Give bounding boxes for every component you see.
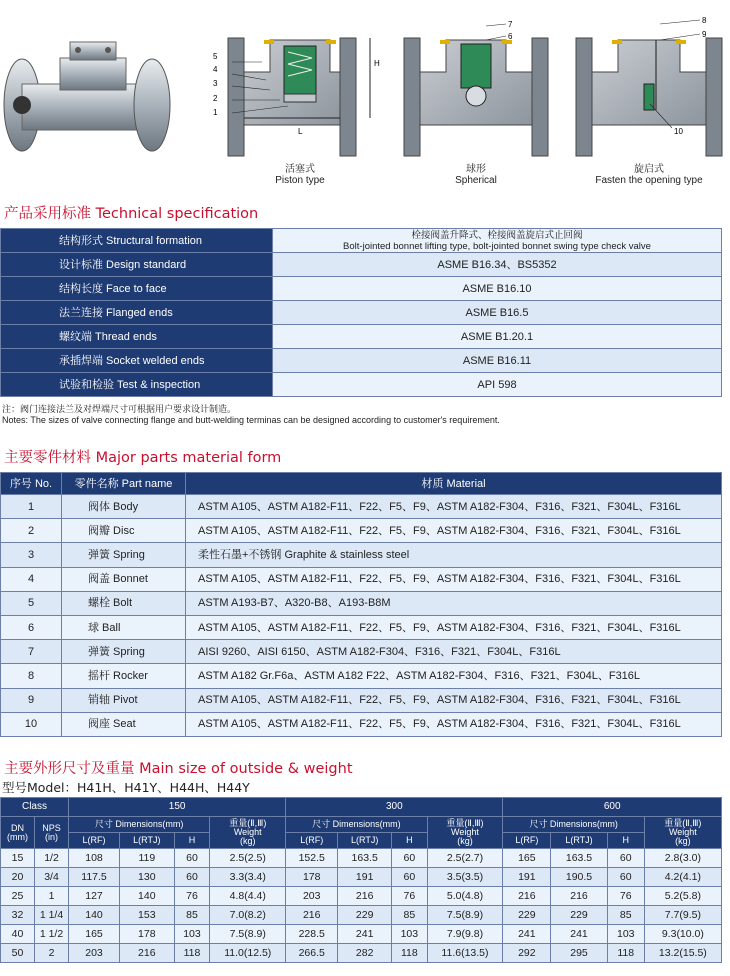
- piston-caption: [258, 164, 342, 186]
- part-no: 5: [1, 591, 62, 615]
- table-row: [1, 868, 722, 887]
- cell-c600: 191: [503, 868, 551, 887]
- dimensions-title: 主要外形尺寸及重量 Main size of outside & weight: [4, 761, 353, 777]
- cell-c600: 229: [503, 906, 551, 925]
- part-name: 阀体 Body: [62, 495, 186, 519]
- table-row: [1, 229, 722, 253]
- part-name: 阀瓣 Disc: [62, 519, 186, 543]
- part-no: 1: [1, 495, 62, 519]
- table-row: [1, 849, 722, 868]
- table-row: [1, 301, 722, 325]
- part-material: 柔性石墨+不锈钢 Graphite & stainless steel: [186, 543, 722, 567]
- sub-header-h: H: [607, 833, 644, 849]
- weight-header-150: 重量(Ⅱ,Ⅲ) Weight (kg): [210, 817, 286, 849]
- part-no: 8: [1, 664, 62, 688]
- piston-caption-en: Piston type: [275, 175, 325, 186]
- part-material: ASTM A105、ASTM A182-F11、F22、F5、F9、ASTM A182-F304、F316、F321、F304L、F316L: [186, 495, 722, 519]
- spec-value: ASME B1.20.1: [273, 325, 722, 349]
- cell-c600: 2.8(3.0): [644, 849, 721, 868]
- sub-header-h: H: [174, 833, 210, 849]
- cell-nps: 2: [35, 944, 69, 963]
- cell-dn: 40: [1, 925, 35, 944]
- table-row: [1, 567, 722, 591]
- spec-value-cn: 栓接阀盖升降式、栓接阀盖旋启式止回阀: [411, 229, 583, 241]
- materials-title: 主要零件材料 Major parts material form: [4, 450, 282, 466]
- table-row: [1, 887, 722, 906]
- cell-c300: 7.9(9.8): [427, 925, 503, 944]
- cell-c300: 163.5: [338, 849, 392, 868]
- cell-c300: 203: [286, 887, 338, 906]
- cell-c600: 60: [607, 849, 644, 868]
- piston-cutaway: [213, 38, 380, 156]
- dimensions-table: [0, 797, 722, 963]
- callout-3: 3: [213, 79, 218, 88]
- table-row: [1, 944, 722, 963]
- swing-caption: [586, 164, 712, 186]
- part-material: ASTM A105、ASTM A182-F11、F22、F5、F9、ASTM A182-F304、F316、F321、F304L、F316L: [186, 567, 722, 591]
- cell-c600: 241: [551, 925, 608, 944]
- table-row: [1, 688, 722, 712]
- part-name: 销轴 Pivot: [62, 688, 186, 712]
- part-no: 10: [1, 712, 62, 736]
- cell-c150: 4.8(4.4): [210, 887, 286, 906]
- spherical-caption-en: Spherical: [455, 175, 497, 186]
- cell-c300: 216: [338, 887, 392, 906]
- model-line: 型号Model：H41H、H41Y、H44H、H44Y: [2, 780, 250, 795]
- cell-c300: 228.5: [286, 925, 338, 944]
- cell-c300: 216: [286, 906, 338, 925]
- spec-note-en: Notes: The sizes of valve connecting flange and butt-welding terminas can be designed according to customer's requirement.: [2, 415, 500, 425]
- spec-label: 法兰连接 Flanged ends: [1, 301, 273, 325]
- cell-c300: 60: [392, 868, 427, 887]
- spec-value: ASME B16.10: [273, 277, 722, 301]
- cell-c150: 119: [120, 849, 175, 868]
- cell-c150: 153: [120, 906, 175, 925]
- spec-label: 承插焊端 Socket welded ends: [1, 349, 273, 373]
- valve-figures: [0, 0, 730, 195]
- swing-caption-en: Fasten the opening type: [595, 175, 703, 186]
- spec-value: API 598: [273, 373, 722, 397]
- cell-c150: 130: [120, 868, 175, 887]
- cell-c300: 11.6(13.5): [427, 944, 503, 963]
- cell-c300: 5.0(4.8): [427, 887, 503, 906]
- part-name: 阀座 Seat: [62, 712, 186, 736]
- cell-dn: 50: [1, 944, 35, 963]
- cell-nps: 1: [35, 887, 69, 906]
- callout-6: 6: [508, 32, 513, 41]
- cell-c600: 241: [503, 925, 551, 944]
- spec-value: [273, 229, 722, 253]
- table-row: [1, 906, 722, 925]
- spherical-caption-cn: 球形: [466, 164, 486, 175]
- cell-c600: 7.7(9.5): [644, 906, 721, 925]
- part-material: ASTM A105、ASTM A182-F11、F22、F5、F9、ASTM A182-F304、F316、F321、F304L、F316L: [186, 712, 722, 736]
- class-150: 150: [69, 798, 286, 817]
- table-header-row: [1, 817, 722, 833]
- table-row: [1, 373, 722, 397]
- table-row: [1, 349, 722, 373]
- part-material: ASTM A105、ASTM A182-F11、F22、F5、F9、ASTM A182-F304、F316、F321、F304L、F316L: [186, 688, 722, 712]
- cell-c600: 76: [607, 887, 644, 906]
- class-label: Class: [1, 798, 69, 817]
- col-header-material: 材质 Material: [186, 473, 722, 495]
- spec-label: 螺纹端 Thread ends: [1, 325, 273, 349]
- dims-header-300: 尺寸 Dimensions(mm): [286, 817, 427, 833]
- cell-c150: 3.3(3.4): [210, 868, 286, 887]
- cell-c300: 282: [338, 944, 392, 963]
- cell-c600: 5.2(5.8): [644, 887, 721, 906]
- cell-dn: 32: [1, 906, 35, 925]
- cell-c300: 2.5(2.7): [427, 849, 503, 868]
- spec-value: ASME B16.11: [273, 349, 722, 373]
- callout-4: 4: [213, 65, 218, 74]
- col-header-part: 零件名称 Part name: [62, 473, 186, 495]
- cell-c300: 85: [392, 906, 427, 925]
- callout-5: 5: [213, 52, 218, 61]
- cell-c300: 229: [338, 906, 392, 925]
- spec-label: 结构形式 Structural formation: [1, 229, 273, 253]
- cell-c300: 76: [392, 887, 427, 906]
- cell-c600: 165: [503, 849, 551, 868]
- cell-c600: 292: [503, 944, 551, 963]
- spec-label: 设计标准 Design standard: [1, 253, 273, 277]
- weight-header-600: 重量(Ⅱ,Ⅲ) Weight (kg): [644, 817, 721, 849]
- dims-header-150: 尺寸 Dimensions(mm): [69, 817, 210, 833]
- cell-c150: 118: [174, 944, 210, 963]
- table-header-row: [1, 833, 722, 849]
- table-row: [1, 325, 722, 349]
- cell-c150: 140: [120, 887, 175, 906]
- weight-header-300: 重量(Ⅱ,Ⅲ) Weight (kg): [427, 817, 503, 849]
- sub-header-lrtj: L(RTJ): [120, 833, 175, 849]
- table-row: [1, 712, 722, 736]
- cell-c150: 7.5(8.9): [210, 925, 286, 944]
- cell-c600: 60: [607, 868, 644, 887]
- sub-header-lrf: L(RF): [286, 833, 338, 849]
- cell-c150: 60: [174, 868, 210, 887]
- cell-c300: 103: [392, 925, 427, 944]
- cell-dn: 20: [1, 868, 35, 887]
- cell-c600: 216: [503, 887, 551, 906]
- tech-spec-title: 产品采用标准 Technical specification: [4, 206, 259, 222]
- cell-nps: 1 1/2: [35, 925, 69, 944]
- sub-header-lrtj: L(RTJ): [551, 833, 608, 849]
- dn-header: DN (mm): [1, 817, 35, 849]
- callout-7: 7: [508, 20, 513, 29]
- dim-h-label: H: [374, 59, 380, 68]
- table-row: [1, 495, 722, 519]
- spec-note-cn: 注：阀门连接法兰及对焊端尺寸可根据用户要求设计制造。: [2, 404, 237, 414]
- part-material: ASTM A105、ASTM A182-F11、F22、F5、F9、ASTM A182-F304、F316、F321、F304L、F316L: [186, 615, 722, 639]
- cell-c600: 216: [551, 887, 608, 906]
- sub-header-lrf: L(RF): [503, 833, 551, 849]
- cell-c150: 108: [69, 849, 120, 868]
- cell-c600: 163.5: [551, 849, 608, 868]
- cell-dn: 15: [1, 849, 35, 868]
- part-name: 弹簧 Spring: [62, 640, 186, 664]
- cell-c300: 60: [392, 849, 427, 868]
- cell-c300: 152.5: [286, 849, 338, 868]
- cell-c600: 13.2(15.5): [644, 944, 721, 963]
- class-300: 300: [286, 798, 503, 817]
- spec-note: [2, 404, 500, 426]
- spec-value: ASME B16.34、BS5352: [273, 253, 722, 277]
- cell-c150: 60: [174, 849, 210, 868]
- cell-c600: 295: [551, 944, 608, 963]
- part-no: 7: [1, 640, 62, 664]
- spec-value-en: Bolt-jointed bonnet lifting type, bolt-jointed bonnet swing type check valve: [343, 240, 651, 252]
- dimensions-body: [1, 849, 722, 963]
- cell-c150: 140: [69, 906, 120, 925]
- cell-c300: 266.5: [286, 944, 338, 963]
- cell-c300: 178: [286, 868, 338, 887]
- cell-c150: 117.5: [69, 868, 120, 887]
- part-material: ASTM A193-B7、A320-B8、A193-B8M: [186, 591, 722, 615]
- cell-c150: 2.5(2.5): [210, 849, 286, 868]
- cell-nps: 1 1/4: [35, 906, 69, 925]
- cell-c300: 7.5(8.9): [427, 906, 503, 925]
- part-material: ASTM A182 Gr.F6a、ASTM A182 F22、ASTM A182-F304、F316、F321、F304L、F316L: [186, 664, 722, 688]
- part-no: 6: [1, 615, 62, 639]
- piston-caption-cn: 活塞式: [285, 164, 315, 175]
- part-material: ASTM A105、ASTM A182-F11、F22、F5、F9、ASTM A182-F304、F316、F321、F304L、F316L: [186, 519, 722, 543]
- materials-table: [0, 472, 722, 737]
- part-no: 4: [1, 567, 62, 591]
- cell-c600: 190.5: [551, 868, 608, 887]
- cell-dn: 25: [1, 887, 35, 906]
- part-name: 阀盖 Bonnet: [62, 567, 186, 591]
- table-row: [1, 277, 722, 301]
- tech-spec-table: [0, 228, 722, 397]
- part-material: AISI 9260、AISI 6150、ASTM A182-F304、F316、F321、F304L、F316L: [186, 640, 722, 664]
- spherical-caption: [436, 164, 516, 186]
- cell-nps: 3/4: [35, 868, 69, 887]
- cell-c150: 216: [120, 944, 175, 963]
- spherical-cutaway: [404, 20, 548, 156]
- spec-label: 试验和检验 Test & inspection: [1, 373, 273, 397]
- table-row: [1, 519, 722, 543]
- cell-c300: 241: [338, 925, 392, 944]
- part-name: 摇杆 Rocker: [62, 664, 186, 688]
- table-row: [1, 664, 722, 688]
- table-header-row: [1, 798, 722, 817]
- cell-c150: 178: [120, 925, 175, 944]
- part-no: 3: [1, 543, 62, 567]
- nps-header: NPS (in): [35, 817, 69, 849]
- cell-c150: 127: [69, 887, 120, 906]
- cell-c150: 7.0(8.2): [210, 906, 286, 925]
- cell-c150: 76: [174, 887, 210, 906]
- spec-value: ASME B16.5: [273, 301, 722, 325]
- spec-label: 结构长度 Face to face: [1, 277, 273, 301]
- table-row: [1, 253, 722, 277]
- callout-2: 2: [213, 94, 218, 103]
- cell-c600: 229: [551, 906, 608, 925]
- cell-c300: 118: [392, 944, 427, 963]
- cell-c600: 118: [607, 944, 644, 963]
- cell-c600: 85: [607, 906, 644, 925]
- part-name: 弹簧 Spring: [62, 543, 186, 567]
- part-no: 2: [1, 519, 62, 543]
- table-row: [1, 615, 722, 639]
- dims-header-600: 尺寸 Dimensions(mm): [503, 817, 644, 833]
- cell-c150: 11.0(12.5): [210, 944, 286, 963]
- cell-c300: 191: [338, 868, 392, 887]
- col-header-no: 序号 No.: [1, 473, 62, 495]
- cell-c300: 3.5(3.5): [427, 868, 503, 887]
- sub-header-lrtj: L(RTJ): [338, 833, 392, 849]
- table-row: [1, 640, 722, 664]
- cell-c150: 165: [69, 925, 120, 944]
- valve-photo: [4, 42, 170, 151]
- swing-caption-cn: 旋启式: [634, 164, 664, 175]
- callout-1: 1: [213, 108, 218, 117]
- callout-10: 10: [674, 127, 683, 136]
- table-row: [1, 591, 722, 615]
- table-header-row: [1, 473, 722, 495]
- sub-header-h: H: [392, 833, 427, 849]
- dim-l-label: L: [298, 127, 303, 136]
- cell-nps: 1/2: [35, 849, 69, 868]
- cell-c600: 103: [607, 925, 644, 944]
- part-name: 螺栓 Bolt: [62, 591, 186, 615]
- cell-c600: 9.3(10.0): [644, 925, 721, 944]
- table-row: [1, 925, 722, 944]
- callout-9: 9: [702, 30, 707, 39]
- cell-c150: 85: [174, 906, 210, 925]
- sub-header-lrf: L(RF): [69, 833, 120, 849]
- cell-c600: 4.2(4.1): [644, 868, 721, 887]
- class-600: 600: [503, 798, 722, 817]
- swing-cutaway: [576, 16, 722, 156]
- callout-8: 8: [702, 16, 707, 25]
- cell-c150: 103: [174, 925, 210, 944]
- cell-c150: 203: [69, 944, 120, 963]
- part-name: 球 Ball: [62, 615, 186, 639]
- part-no: 9: [1, 688, 62, 712]
- table-row: [1, 543, 722, 567]
